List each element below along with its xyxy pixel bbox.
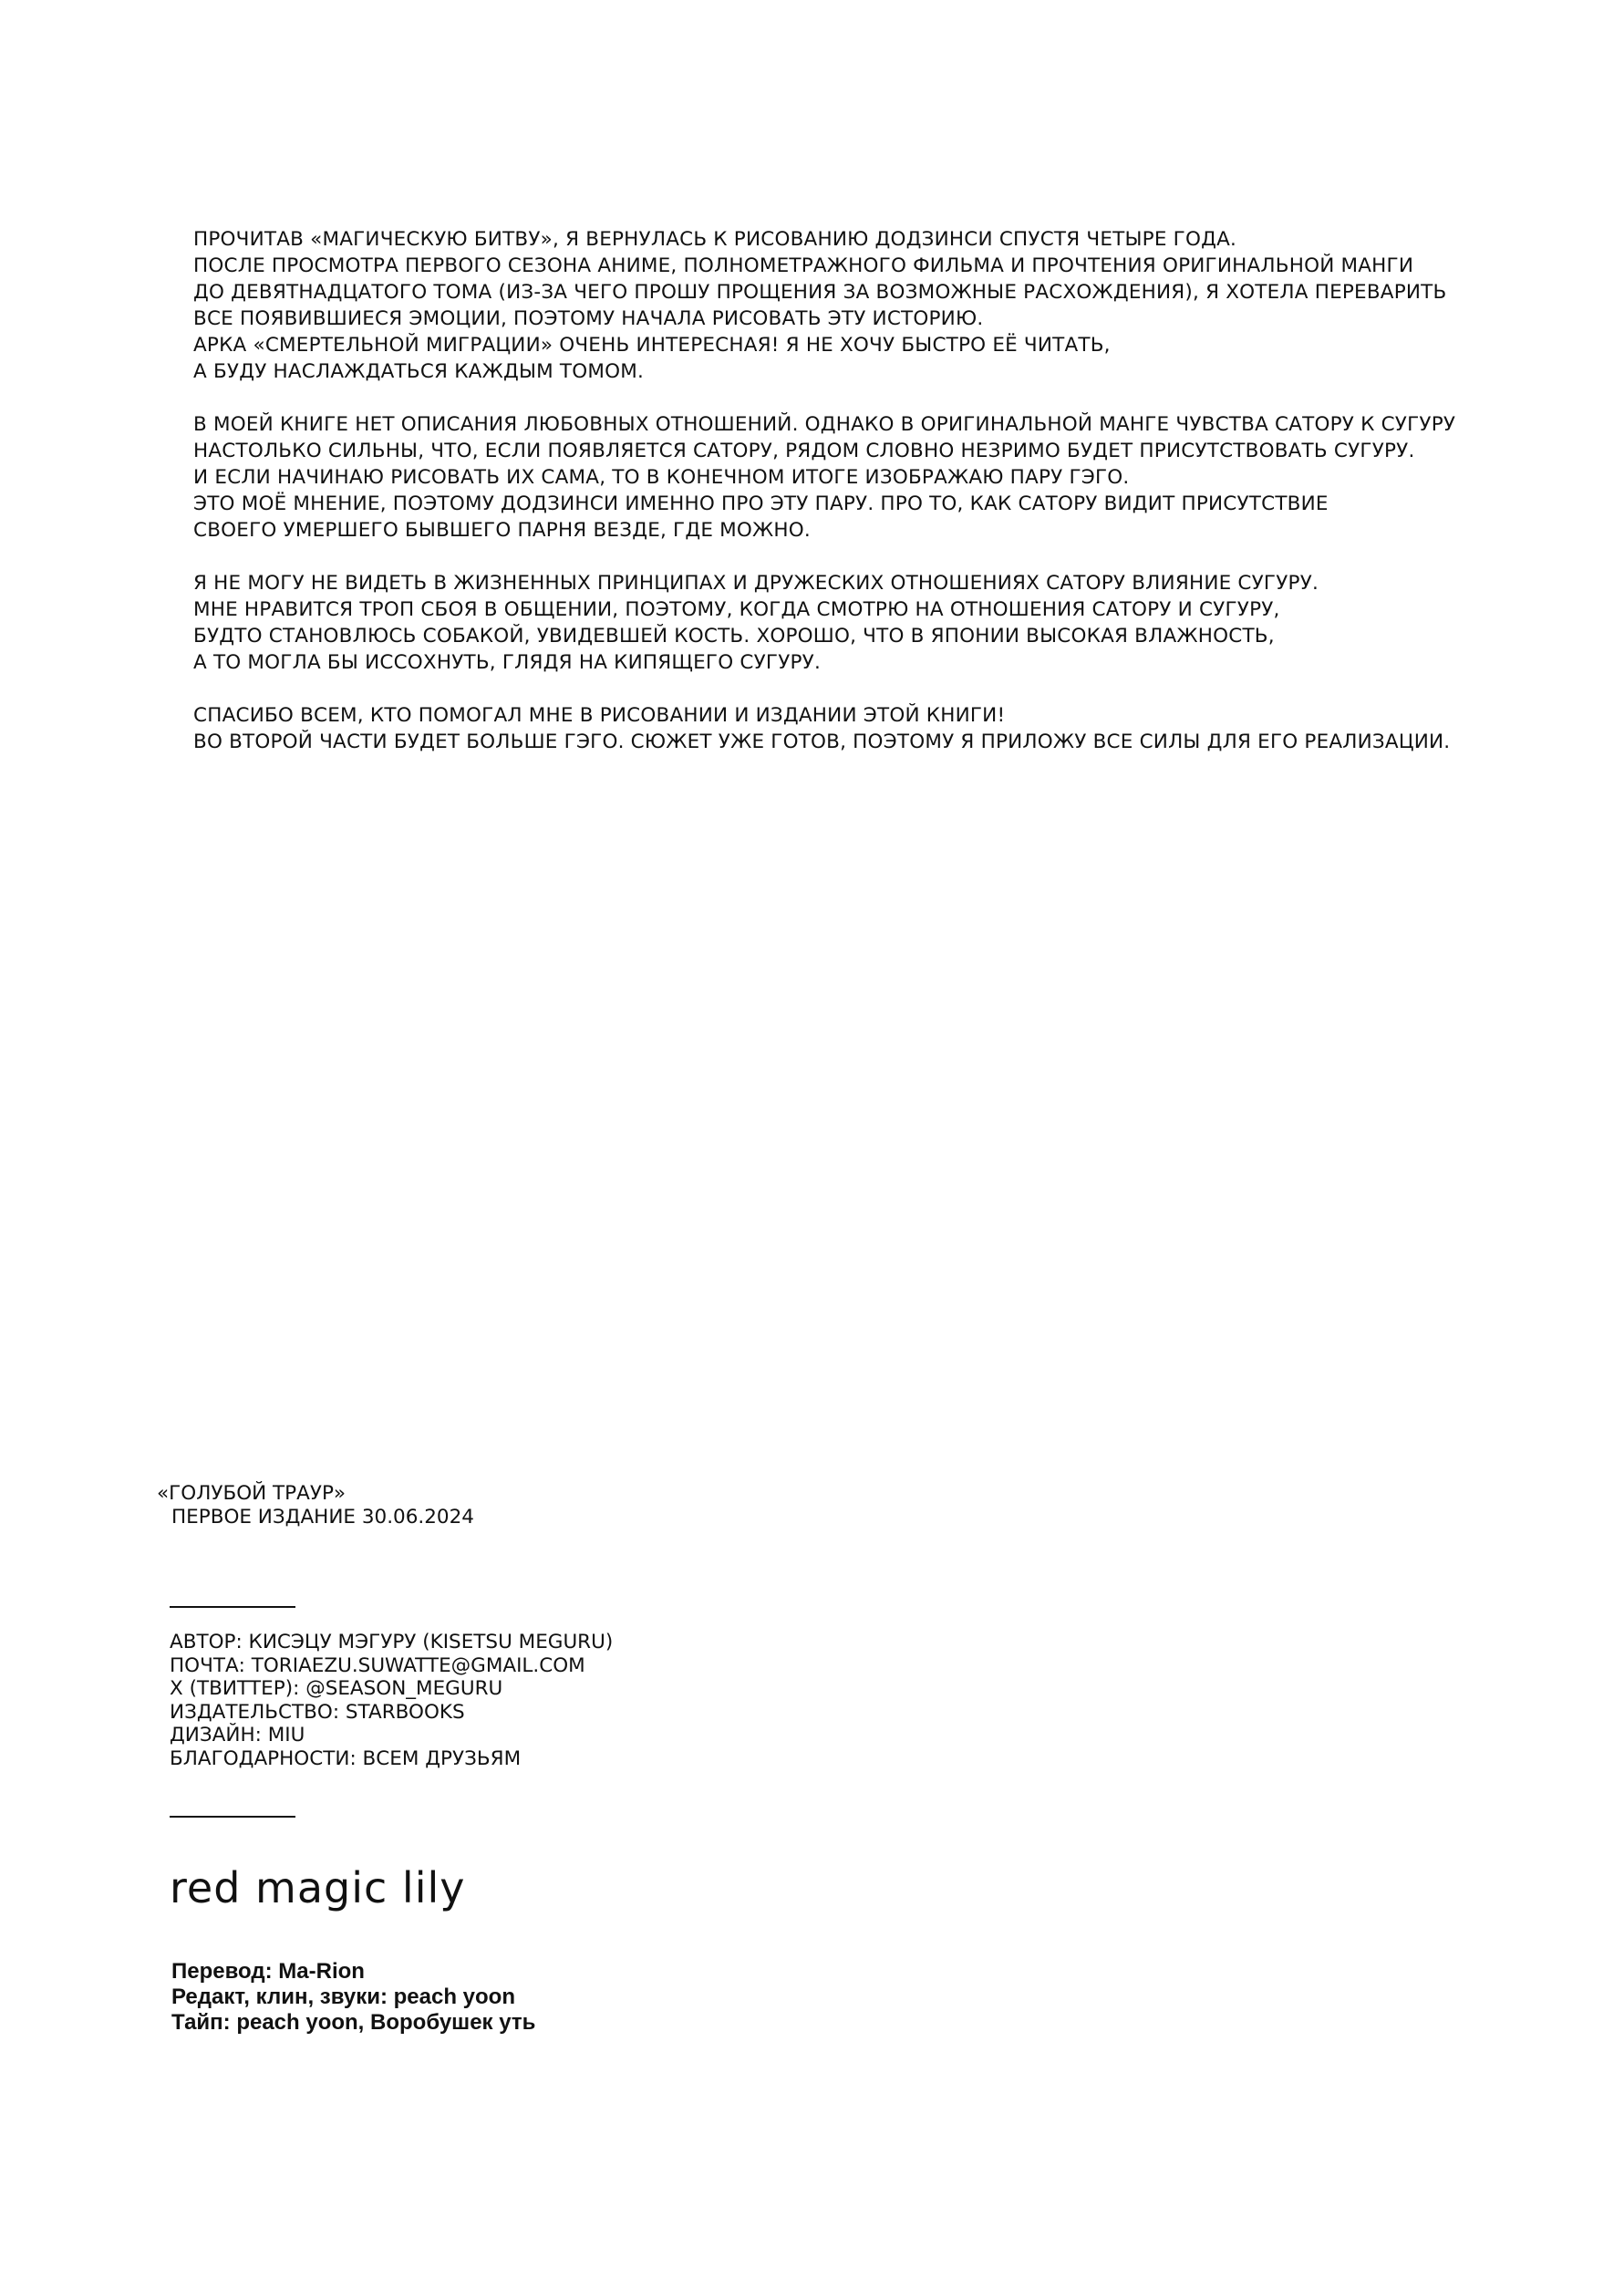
credit-translator: Перевод: Ma-Rion xyxy=(171,1959,365,1984)
edition-date: ПЕРВОЕ ИЗДАНИЕ 30.06.2024 xyxy=(171,1506,474,1529)
team-logo: red magic lily xyxy=(170,1863,466,1912)
text-line: ЭТО МОЁ МНЕНИЕ, ПОЭТОМУ ДОДЗИНСИ ИМЕННО ПРО ЭТУ ПАРУ. ПРО ТО, КАК САТОРУ ВИДИТ ПРИСУТСТВИЕ xyxy=(193,492,1329,515)
credit-design: ДИЗАЙН: MIU xyxy=(170,1724,305,1746)
text-line: Я НЕ МОГУ НЕ ВИДЕТЬ В ЖИЗНЕННЫХ ПРИНЦИПАХ И ДРУЖЕСКИХ ОТНОШЕНИЯХ САТОРУ ВЛИЯНИЕ СУГУРУ. xyxy=(193,572,1319,595)
text-line: А ТО МОГЛА БЫ ИССОХНУТЬ, ГЛЯДЯ НА КИПЯЩЕГО СУГУРУ. xyxy=(193,651,822,674)
text-line: АРКА «СМЕРТЕЛЬНОЙ МИГРАЦИИ» ОЧЕНЬ ИНТЕРЕСНАЯ! Я НЕ ХОЧУ БЫСТРО ЕЁ ЧИТАТЬ, xyxy=(193,334,1111,357)
afterword-paragraph-3 xyxy=(193,570,1543,676)
author-credits xyxy=(170,1631,613,1770)
credit-twitter: X (ТВИТТЕР): @SEASON_MEGURU xyxy=(170,1677,503,1700)
afterword-paragraph-1 xyxy=(193,226,1543,385)
colophon xyxy=(157,1482,474,1529)
text-line: СПАСИБО ВСЕМ, КТО ПОМОГАЛ МНЕ В РИСОВАНИИ И ИЗДАНИИ ЭТОЙ КНИГИ! xyxy=(193,704,1006,727)
divider-bottom xyxy=(170,1816,295,1818)
credit-thanks: БЛАГОДАРНОСТИ: ВСЕМ ДРУЗЬЯМ xyxy=(170,1746,522,1770)
credit-author: АВТОР: КИСЭЦУ МЭГУРУ (KISETSU MEGURU) xyxy=(170,1631,614,1653)
credit-typesetter: Тайп: peach yoon, Воробушек уть xyxy=(171,2010,536,2035)
text-line: ПРОЧИТАВ «МАГИЧЕСКУЮ БИТВУ», Я ВЕРНУЛАСЬ К РИСОВАНИЮ ДОДЗИНСИ СПУСТЯ ЧЕТЫРЕ ГОДА. xyxy=(193,228,1237,251)
text-line: БУДТО СТАНОВЛЮСЬ СОБАКОЙ, УВИДЕВШЕЙ КОСТЬ. ХОРОШО, ЧТО В ЯПОНИИ ВЫСОКАЯ ВЛАЖНОСТЬ, xyxy=(193,625,1275,648)
text-line: В МОЕЙ КНИГЕ НЕТ ОПИСАНИЯ ЛЮБОВНЫХ ОТНОШЕНИЙ. ОДНАКО В ОРИГИНАЛЬНОЙ МАНГЕ ЧУВСТВА САТОРУ К СУГУРУ xyxy=(193,413,1456,436)
afterword-paragraph-4 xyxy=(193,702,1543,755)
text-line: МНЕ НРАВИТСЯ ТРОП СБОЯ В ОБЩЕНИИ, ПОЭТОМУ, КОГДА СМОТРЮ НА ОТНОШЕНИЯ САТОРУ И СУГУРУ, xyxy=(193,598,1280,621)
text-line: СВОЕГО УМЕРШЕГО БЫВШЕГО ПАРНЯ ВЕЗДЕ, ГДЕ МОЖНО. xyxy=(193,519,811,542)
credit-email: ПОЧТА: TORIAEZU.SUWATTE@GMAIL.COM xyxy=(170,1653,585,1677)
text-line: И ЕСЛИ НАЧИНАЮ РИСОВАТЬ ИХ САМА, ТО В КОНЕЧНОМ ИТОГЕ ИЗОБРАЖАЮ ПАРУ ГЭГО. xyxy=(193,466,1130,489)
text-line: НАСТОЛЬКО СИЛЬНЫ, ЧТО, ЕСЛИ ПОЯВЛЯЕТСЯ САТОРУ, РЯДОМ СЛОВНО НЕЗРИМО БУДЕТ ПРИСУТСТВОВАТЬ СУГУРУ. xyxy=(193,440,1415,462)
afterword xyxy=(193,226,1543,782)
text-line: ДО ДЕВЯТНАДЦАТОГО ТОМА (ИЗ-ЗА ЧЕГО ПРОШУ ПРОЩЕНИЯ ЗА ВОЗМОЖНЫЕ РАСХОЖДЕНИЯ), Я ХОТЕЛА ПЕРЕВАРИТЬ xyxy=(193,281,1447,304)
text-line: А БУДУ НАСЛАЖДАТЬСЯ КАЖДЫМ ТОМОМ. xyxy=(193,360,645,383)
text-line: ВСЕ ПОЯВИВШИЕСЯ ЭМОЦИИ, ПОЭТОМУ НАЧАЛА РИСОВАТЬ ЭТУ ИСТОРИЮ. xyxy=(193,307,984,330)
afterword-paragraph-2 xyxy=(193,411,1543,544)
divider-top xyxy=(170,1606,295,1608)
translation-credits xyxy=(171,1959,535,2036)
book-title: «ГОЛУБОЙ ТРАУР» xyxy=(157,1482,347,1505)
credit-publisher: ИЗДАТЕЛЬСТВО: STARBOOKS xyxy=(170,1700,465,1724)
credit-editor: Редакт, клин, звуки: peach yoon xyxy=(171,1985,515,2009)
text-line: ПОСЛЕ ПРОСМОТРА ПЕРВОГО СЕЗОНА АНИМЕ, ПОЛНОМЕТРАЖНОГО ФИЛЬМА И ПРОЧТЕНИЯ ОРИГИНАЛЬНОЙ МАНГИ xyxy=(193,254,1414,277)
text-line: ВО ВТОРОЙ ЧАСТИ БУДЕТ БОЛЬШЕ ГЭГО. СЮЖЕТ УЖЕ ГОТОВ, ПОЭТОМУ Я ПРИЛОЖУ ВСЕ СИЛЫ ДЛЯ ЕГО РЕАЛИЗАЦИИ. xyxy=(193,731,1451,753)
